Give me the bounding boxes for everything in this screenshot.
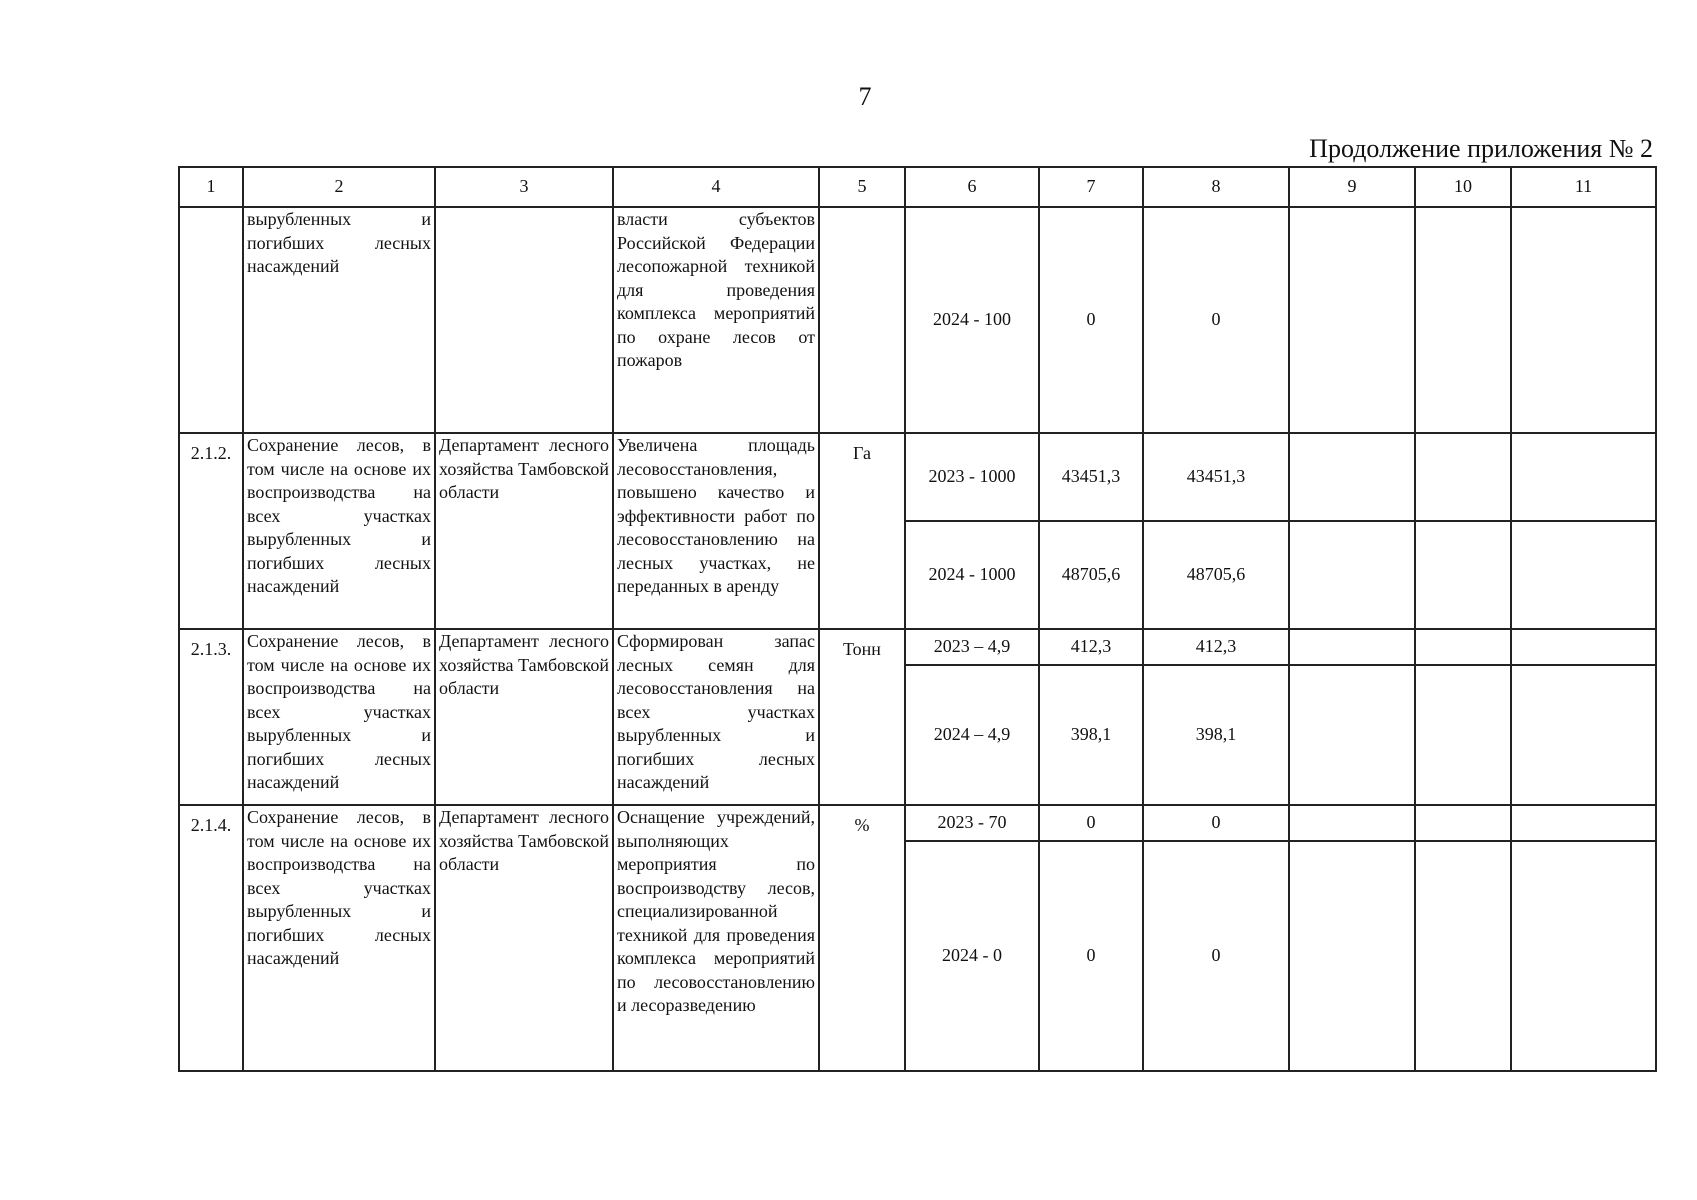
program-table <box>178 166 1657 1072</box>
row-number: 2.1.4. <box>179 805 243 1071</box>
value-col-8: 412,3 <box>1143 629 1289 665</box>
value-col-7: 0 <box>1039 207 1143 433</box>
target-year-value: 2024 - 0 <box>905 841 1039 1071</box>
value-col-8: 398,1 <box>1143 665 1289 805</box>
row-number: 2.1.2. <box>179 433 243 629</box>
column-header: 3 <box>435 167 613 207</box>
column-header: 8 <box>1143 167 1289 207</box>
target-year-value: 2023 - 1000 <box>905 433 1039 521</box>
empty-cell <box>1289 841 1415 1071</box>
empty-cell <box>1415 521 1511 629</box>
target-year-value: 2023 - 70 <box>905 805 1039 841</box>
unit: Тонн <box>819 629 905 805</box>
empty-cell <box>1511 665 1656 805</box>
empty-cell <box>1415 207 1511 433</box>
unit <box>819 207 905 433</box>
empty-cell <box>1415 805 1511 841</box>
value-col-7: 0 <box>1039 805 1143 841</box>
empty-cell <box>1511 629 1656 665</box>
empty-cell <box>1289 521 1415 629</box>
column-header: 5 <box>819 167 905 207</box>
value-col-7: 0 <box>1039 841 1143 1071</box>
column-header: 7 <box>1039 167 1143 207</box>
empty-cell <box>1289 805 1415 841</box>
target-year-value: 2024 - 100 <box>905 207 1039 433</box>
responsible-executor <box>435 207 613 433</box>
value-col-7: 43451,3 <box>1039 433 1143 521</box>
table-row <box>179 207 1656 433</box>
measure-name: Сохранение лесов, в том числе на основе их воспроизводства на всех участках вырубленных и погибших лесных насаждений <box>243 629 435 805</box>
empty-cell <box>1289 433 1415 521</box>
row-number: 2.1.3. <box>179 629 243 805</box>
column-header: 10 <box>1415 167 1511 207</box>
empty-cell <box>1511 207 1656 433</box>
target-year-value: 2023 – 4,9 <box>905 629 1039 665</box>
expected-result: Увеличена площадь лесовосстановления, повышено качество и эффективности работ по лесовосстановлению на лесных участках, не переданных в аренду <box>613 433 819 629</box>
column-header: 11 <box>1511 167 1656 207</box>
empty-cell <box>1289 207 1415 433</box>
table-row <box>179 433 1656 521</box>
empty-cell <box>1289 665 1415 805</box>
column-number-row <box>179 167 1656 207</box>
expected-result: Оснащение учреждений, выполняющих мероприятия по воспроизводству лесов, специализированной техникой для проведения комплекса мероприятий по лесовосстановлению и лесоразведению <box>613 805 819 1071</box>
column-header: 6 <box>905 167 1039 207</box>
table-row <box>179 805 1656 841</box>
measure-name: вырубленных и погибших лесных насаждений <box>243 207 435 433</box>
empty-cell <box>1511 841 1656 1071</box>
value-col-7: 412,3 <box>1039 629 1143 665</box>
value-col-8: 0 <box>1143 207 1289 433</box>
empty-cell <box>1511 433 1656 521</box>
responsible-executor: Департамент лесного хозяйства Тамбовской области <box>435 433 613 629</box>
row-number <box>179 207 243 433</box>
value-col-8: 48705,6 <box>1143 521 1289 629</box>
empty-cell <box>1511 521 1656 629</box>
unit: % <box>819 805 905 1071</box>
column-header: 1 <box>179 167 243 207</box>
value-col-8: 43451,3 <box>1143 433 1289 521</box>
measure-name: Сохранение лесов, в том числе на основе их воспроизводства на всех участках вырубленных и погибших лесных насаждений <box>243 433 435 629</box>
page-number: 7 <box>858 82 872 111</box>
empty-cell <box>1415 629 1511 665</box>
appendix-continuation-header: Продолжение приложения № 2 <box>1309 134 1653 163</box>
empty-cell <box>1511 805 1656 841</box>
empty-cell <box>1415 433 1511 521</box>
value-col-8: 0 <box>1143 841 1289 1071</box>
responsible-executor: Департамент лесного хозяйства Тамбовской области <box>435 805 613 1071</box>
table-row <box>179 629 1656 665</box>
expected-result: Сформирован запас лесных семян для лесовосстановления на всех участках вырубленных и погибших лесных насаждений <box>613 629 819 805</box>
responsible-executor: Департамент лесного хозяйства Тамбовской области <box>435 629 613 805</box>
value-col-7: 48705,6 <box>1039 521 1143 629</box>
expected-result: власти субъектов Российской Федерации лесопожарной техникой для проведения комплекса мероприятий по охране лесов от пожаров <box>613 207 819 433</box>
value-col-8: 0 <box>1143 805 1289 841</box>
column-header: 9 <box>1289 167 1415 207</box>
empty-cell <box>1415 841 1511 1071</box>
measure-name: Сохранение лесов, в том числе на основе их воспроизводства на всех участках вырубленных и погибших лесных насаждений <box>243 805 435 1071</box>
column-header: 4 <box>613 167 819 207</box>
target-year-value: 2024 – 4,9 <box>905 665 1039 805</box>
empty-cell <box>1289 629 1415 665</box>
column-header: 2 <box>243 167 435 207</box>
value-col-7: 398,1 <box>1039 665 1143 805</box>
unit: Га <box>819 433 905 629</box>
empty-cell <box>1415 665 1511 805</box>
target-year-value: 2024 - 1000 <box>905 521 1039 629</box>
